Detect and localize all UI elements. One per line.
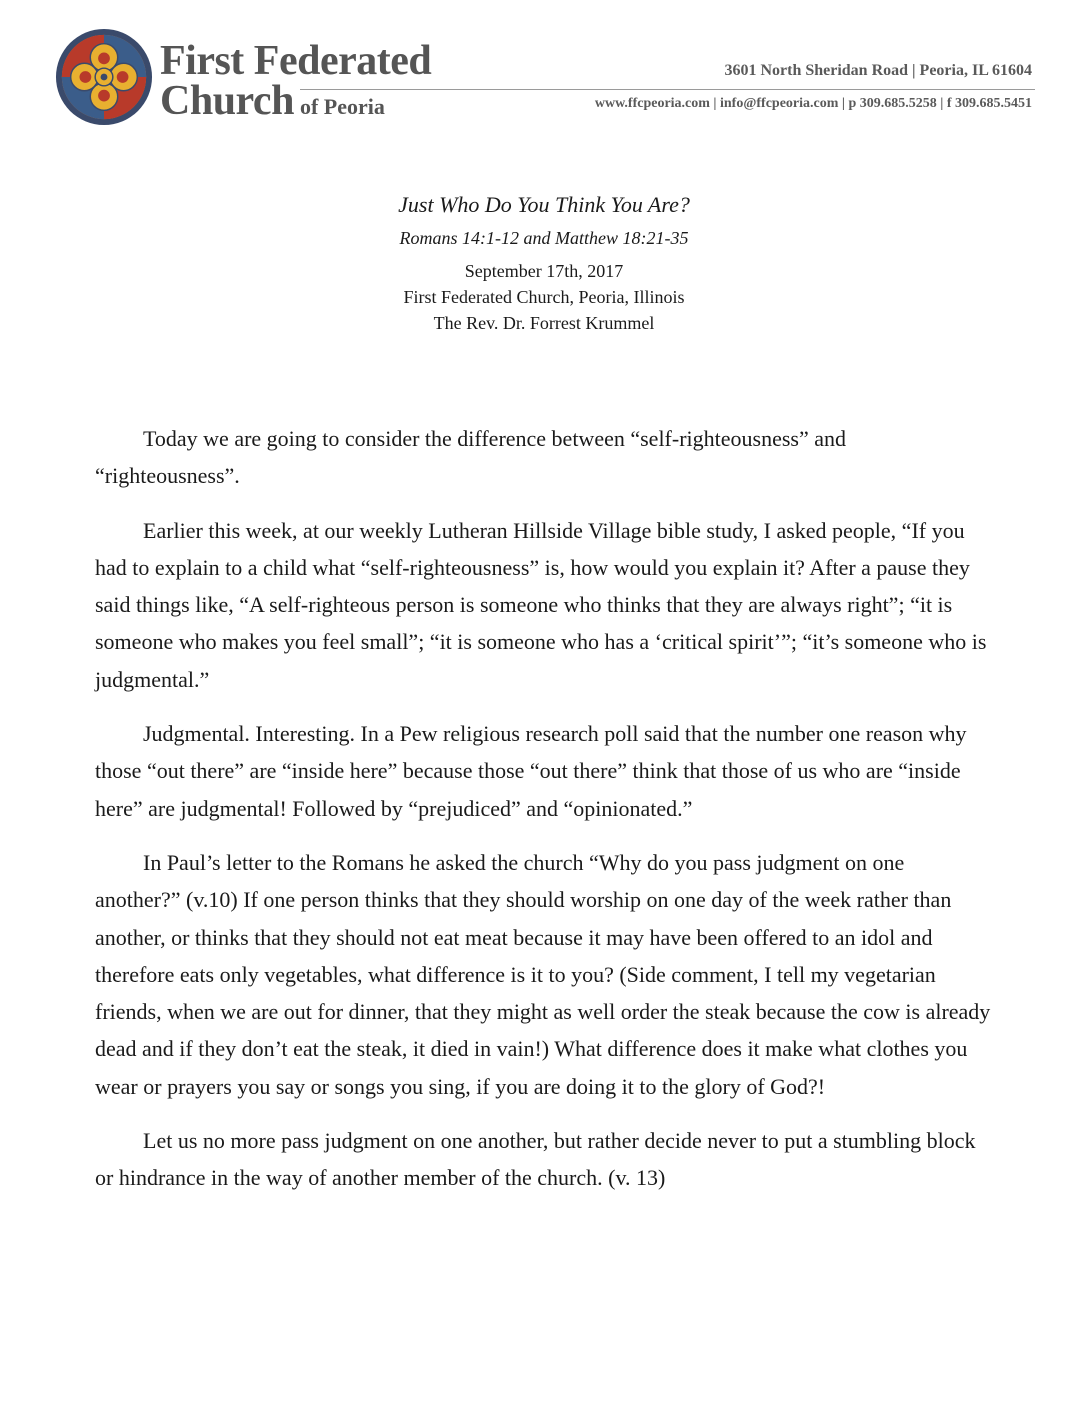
body-paragraph: In Paul’s letter to the Romans he asked the church “Why do you pass judgment on one another?” (v.10) If one person thinks that they should worship on one day of the week rather than another, or thinks that they should not eat meat because it may have been offered to an idol and therefore eats only vegetables, what difference is it to you? (Side comment, I tell my vegetarian friends, when we are out for dinner, that they might as well order the steak because the cow is already dead and if they don’t eat the steak, it died in vain!) What difference does it make what clothes you wear or prayers you say or songs you sing, if you are doing it to the glory of God?! [95,849,991,1099]
letterhead [0,0,1088,140]
church-logo-icon [55,28,153,126]
church-name [160,40,431,122]
sermon-scripture: Romans 14:1-12 and Matthew 18:21-35 [399,228,689,248]
sermon-date: September 17th, 2017 [464,261,624,281]
body-paragraph: Let us no more pass judgment on one another, but rather decide never to put a stumbling block or hindrance in the way of another member of the church. (v. 13) [95,1128,976,1191]
church-name-line2: Church [160,78,294,124]
sermon-preacher: The Rev. Dr. Forrest Krummel [433,313,655,333]
body-paragraph: Earlier this week, at our weekly Lutheran Hillside Village bible study, I asked people, “If you had to explain to a child what “self-righteousness” is, how would you explain it? After a pause they said things like, “A self-righteous person is someone who thinks that they are always right”; “it is someone who makes you feel small”; “it is someone who has a ‘critical spirit’”; “it’s someone who is judgmental.” [95,517,987,692]
church-name-line1: First Federated [160,38,432,84]
sermon-title: Just Who Do You Think You Are? [398,192,690,217]
sermon-body [95,420,995,1214]
church-address: 3601 North Sheridan Road | Peoria, IL 61604 [724,62,1032,79]
body-paragraph: Judgmental. Interesting. In a Pew religious research poll said that the number one reason why those “out there” are “inside here” because those “out there” think that those of us who are “inside here” are judgmental! Followed by “prejudiced” and “opinionated.” [95,721,967,821]
church-name-suffix: of Peoria [299,94,385,119]
sermon-location: First Federated Church, Peoria, Illinois [403,287,685,307]
body-paragraph: Today we are going to consider the difference between “self-righteousness” and “righteousness”. [95,426,847,489]
sermon-heading [0,190,1088,336]
header-divider [300,89,1035,90]
church-contact-info: www.ffcpeoria.com | info@ffcpeoria.com | p 309.685.5258 | f 309.685.5451 [594,96,1032,111]
